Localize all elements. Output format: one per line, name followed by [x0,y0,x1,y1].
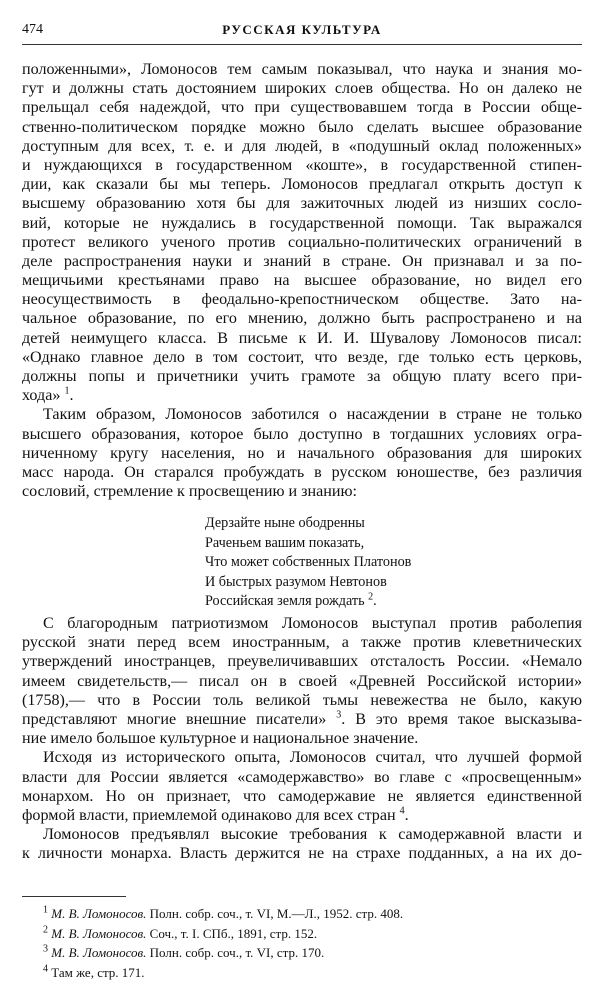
text-line: С благородным патриотизмом Ломоносов выступал против раболепия [43,615,582,632]
text-line: ние имело большое культурное и национальное значение. [22,730,419,748]
poem-line: Российская земля рождать $^2$. [205,591,377,609]
text-line: и нуждающихся в государственном «коште», в государственной стипен- [22,156,582,174]
text-line: Исходя из исторического опыта, Ломоносов считал, что лучшей формой [43,749,582,767]
text-line: гут и должны стать достоянием широких слоев общества. Но он далеко не [22,80,582,98]
footnote-ref: 4 [399,805,405,817]
text-line: к личности монарха. Власть держится не на страхе подданных, а на их до- [22,845,582,863]
text-line: деле распространения науки и знаний в стране. Он признавал и за по- [22,252,582,270]
footnote-number: 3 [43,943,48,955]
footnote-ref: 3 [336,709,342,721]
footnote-author: М. В. Ломоносов. [51,945,147,960]
text-line: чальное образование, по его мнению, должно быть распространено и на [22,310,582,328]
text-line: должны попы и причетники учить грамоте за общую плату всего при- [22,368,582,385]
text-line: Таким образом, Ломоносов заботился о насаждении в стране не только [43,406,582,424]
text-line: доступным для всех, т. е. и для людей, в «подушный оклад положенных» [22,137,582,155]
footnote-text: Там же, стр. 171. [51,964,145,980]
text-line: хода» $^1$. [22,385,74,405]
text-line: вий, которые не нуждались в государственной помощи. Так выражался [22,214,582,232]
text-line: детей неимущего класса. В письме к И. И. Шувалову Ломоносов писал: [22,329,582,347]
footnote-author: М. В. Ломоносов. [51,925,147,941]
footnote-text: Полн. собр. соч., т. VI, стр. 170. [146,945,325,960]
text-line: власти для России является «самодержавство» во главе с «просвещенным» [22,768,582,786]
text-line: «Однако главное дело в том состоит, что везде, где только есть церковь, [22,348,582,366]
text-line [22,710,582,729]
main-text-upper [22,60,582,501]
poem-line: Раченьем вашим показать, [205,534,365,551]
text-fragment: представляют многие внешние писатели» [22,710,327,728]
paragraph-5 [22,825,582,863]
footnote-number: 4 [43,963,48,975]
paragraph-3 [22,614,582,748]
footnote-ref: 1 [64,385,70,397]
text-line: положенными», Ломоносов тем самым показывал, что наука и знания мо- [22,61,582,78]
text-line: неосуществимость в феодально-крепостническом обществе. Зато на- [22,291,582,309]
text-line: масс народа. Он старался пробуждать в русском юношестве, без различия [22,463,582,481]
footnote [22,943,582,963]
paragraph-2 [22,405,582,501]
footnote-text: Полн. собр. соч., т. VI, М.—Л., 1952. стр. 408. [146,906,404,921]
footnote [22,904,582,924]
text-fragment: хода» [22,387,61,405]
text-line: дии, как сказали бы мы теперь. Ломоносов предлагал открыть доступ к [22,176,582,194]
text-line: мещичьими крестьянами право на высшее образование, но видел его [22,272,582,290]
text-line: сословий, стремление к просвещению и знанию: [22,483,358,501]
footnote-author: М. В. Ломоносов. [51,906,147,921]
text-line: монархом. Но он признает, что самодержавие не является единственной [22,787,582,805]
text-line: прельщал себя надеждой, что при существовавшем тогда в России обще- [22,99,582,117]
text-line: высшего образования, которое было доступно в тогдашних условиях огра- [22,425,582,443]
footnotes [22,904,582,982]
text-fragment: . В это время такое высказыва- [341,710,582,728]
poem-line: Дерзайте ныне ободренны [205,515,365,531]
text-line: протест великого ученого против социально-политических ограничений в [22,233,582,251]
footnote-number: 2 [43,924,48,936]
poem-line: И быстрых разумом Невтонов [205,573,387,590]
text-line: ниченному кругу населения, но и начального образования для широких [22,444,582,462]
text-line: высшему образованию хотя бы для зажиточных людей из низших сосло- [22,195,582,213]
text-fragment: формой власти, приемлемой одинаково для всех стран [22,806,396,824]
running-title: РУССКАЯ КУЛЬТУРА [222,22,382,37]
footnote-number: 1 [43,904,48,916]
text-line: (1758),— что в России толь великой тьмы невежества не было, какую [22,691,582,709]
text-line: имеем свидетельств,— писал он в своей «Древней Российской истории» [22,672,582,690]
poem-quote [205,514,505,612]
main-text-lower [22,614,582,863]
poem-line: Что может собственных Платонов [205,554,412,570]
text-line: утверждений иностранцев, преувеличивавших отсталость России. «Немало [22,653,582,671]
footnote [22,963,582,983]
text-line: ственно-политическом порядке можно было сделать высшее образование [22,118,582,136]
footnote-text: Соч., т. I. СПб., 1891, стр. 152. [146,925,318,941]
footnote-ref: 2 [368,591,374,603]
text-line: Ломоносов предъявлял высокие требования к самодержавной власти и [43,826,582,844]
text-line: русской знати перед всем иностранным, а также против клеветнических [22,634,582,652]
paragraph-4 [22,748,582,825]
paragraph-1 [22,60,582,405]
footnote [22,924,582,944]
page-number: 474 [22,22,43,37]
footnote-divider [22,896,126,897]
page-header [22,22,582,45]
text-fragment: Российская земля рождать [205,593,365,609]
text-line: формой власти, приемлемой одинаково для всех стран $^4$. [22,805,409,824]
